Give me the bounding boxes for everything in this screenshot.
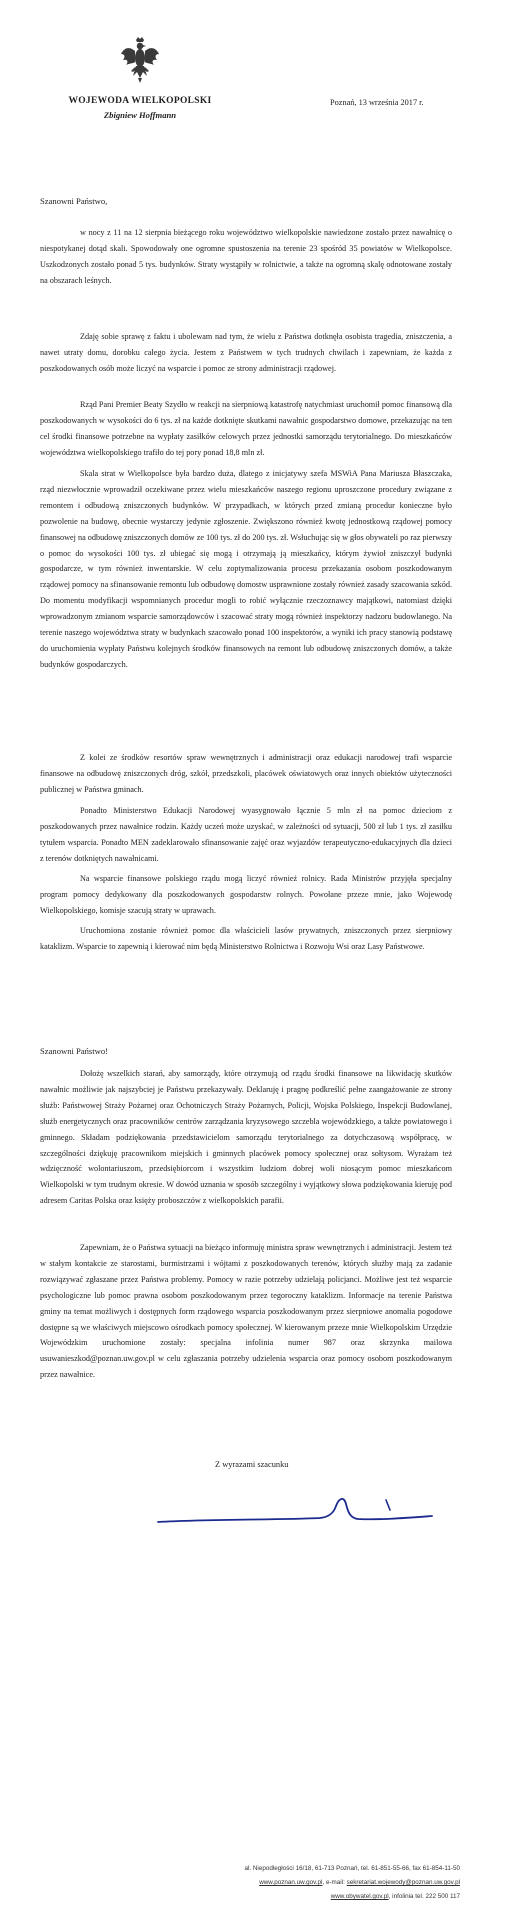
handwritten-signature	[150, 1482, 440, 1532]
closing-phrase: Z wyrazami szacunku	[215, 1460, 289, 1469]
letter-paragraph: Dołożę wszelkich starań, aby samorządy, które otrzymują od rządu środki finansowe na likwidację skutków nawałnic możliwie jak najszybciej je Państwu przekazywały. Deklaruję i pragnę podkreślić pełne zaangażowanie ze strony służb: Państwowej Straży Pożarnej oraz Ochotniczych Straży Pożarnych, Policji, Wojska Polskiego, Inspekcji Budowlanej, służb energetycznych oraz pracowników centrów zarządzania kryzysowego szczebla wojewódzkiego, a także powiatowego i gminnego. Składam podziękowania przedstawicielom samorządu terytorialnego za dotychczasową współpracę, w szczególności dziękuję pracownikom miejskich i gminnych placówek pomocy społecznej oraz sołtysom. Wyrażam też wdzięczność wolontariuszom, przedsiębiorcom i wszystkim ludziom dobrej woli niosącym pomoc mieszkańcom Wielkopolski w tym trudnym okresie. W dowód uznania w sposób szczególny i wyjątkowy słowa podziękowania kieruję pod adresem Caritas Polska oraz księży proboszczów z wielkopolskich parafii.	[40, 1069, 452, 1206]
salutation: Szanowni Państwo,	[40, 196, 108, 206]
email-link[interactable]: sekretariat.wojewody@poznan.uw.gov.pl	[346, 1879, 460, 1886]
obywatel-link[interactable]: www.obywatel.gov.pl	[330, 1893, 389, 1900]
infoline-text: , infolinia tel. 222 500 117	[388, 1893, 460, 1900]
place-and-date: Poznań, 13 września 2017 r.	[330, 98, 424, 107]
letter-paragraph: Uruchomiona zostanie również pomoc dla właścicieli lasów prywatnych, zniszczonych przez sierpniowy kataklizm. Wsparcie to zapewnią i kierować nim będą Ministerstwo Rolnictwa i Rozwoju Wsi oraz Lasy Państwowe.	[40, 926, 452, 951]
email-label: , e-mail:	[322, 1879, 347, 1886]
letter-paragraph: Zdaję sobie sprawę z faktu i ubolewam nad tym, że wielu z Państwa dotknęła osobista tragedia, zniszczenia, a nawet utraty domu, dorobku całego życia. Jestem z Państwem w tych trudnych chwilach i zapewniam, że każda z poszkodowanych osób może liczyć na wsparcie i pomoc ze strony administracji rządowej.	[40, 332, 452, 373]
footer-address: al. Niepodległości 16/18, 61-713 Poznań, tel. 61-851-55-66, fax 61-854-11-50	[244, 1865, 460, 1872]
letter-paragraph: Ponadto Ministerstwo Edukacji Narodowej wyasygnowało łącznie 5 mln zł na pomoc dzieciom z poszkodowanych przez nawałnice rodzin. Każdy uczeń może uzyskać, w zależności od sytuacji, 500 zł lub 1 tys. zł zasiłku tytułem wsparcia. Ponadto MEN zadeklarowało sfinansowanie zajęć oraz wyjazdów terapeutyczno-edukacyjnych dla dzieci z terenów dotkniętych nawałnicami.	[40, 806, 452, 863]
office-title: WOJEWODA WIELKOPOLSKI	[68, 96, 212, 106]
second-salutation: Szanowni Państwo!	[40, 1046, 109, 1056]
polish-eagle-emblem-icon	[120, 36, 160, 84]
letter-paragraph: Rząd Pani Premier Beaty Szydło w reakcji na sierpniową katastrofę natychmiast uruchomił pomoc finansową dla poszkodowanych w wysokości do 6 tys. zł na każde dotknięte skutkami nawałnic gospodarstwo domowe, przekazując na ten cel środki finansowe potrzebne na wypłaty zasiłków celowych przez jednostki samorządu terytorialnego. Do mieszkańców województwa wielkopolskiego trafiło do tej pory ponad 18,8 mln zł.	[40, 400, 452, 457]
letter-paragraph: w nocy z 11 na 12 sierpnia bieżącego roku województwo wielkopolskie nawiedzone zostało przez nawałnicę o niespotykanej dotąd skali. Spowodowały one ogromne spustoszenia na terenie 23 spośród 35 powiatów w Wielkopolsce. Uszkodzonych zostało ponad 5 tys. budynków. Straty wystąpiły w rolnictwie, a także na ogromną skalę odnotowane zostały na obszarach leśnych.	[40, 228, 452, 285]
letter-paragraph: Na wsparcie finansowe polskiego rządu mogą liczyć również rolnicy. Rada Ministrów przyjęła specjalny program pomocy dedykowany dla poszkodowanych gospodarstw rolnych. Powołane przeze mnie, jako Wojewodę Wielkopolskiego, komisje szacują straty w uprawach.	[40, 874, 452, 915]
website-link[interactable]: www.poznan.uw.gov.pl	[259, 1879, 323, 1886]
footer-infoline	[100, 1893, 460, 1900]
footer-contact	[100, 1879, 460, 1886]
letter-paragraph: Skala strat w Wielkopolsce była bardzo duża, dlatego z inicjatywy szefa MSWiA Pana Mariusza Błaszczaka, rząd niezwłocznie wprowadził oczekiwane przez wielu mieszkańców naszego regionu uproszczone procedury związane z remontem i odbudową zniszczonych budynków. W przypadkach, w których przed zmianą procedur konieczne było pozwolenie na budowę, obecnie wystarczy jedynie zgłoszenie. Zwiększono również kwotę jednostkową rządowej pomocy finansowej na odbudowę zniszczonych domów ze 100 tys. zł do 200 tys. zł. Wsłuchując się w głos obywateli po raz pierwszy o pomoc do wysokości 100 tys. zł ubiegać się mogą i otrzymają ją mieszkańcy, którym żywioł zniszczył budynki gospodarcze, w tym również inwentarskie. W celu zoptymalizowania procesu przekazania osobom poszkodowanym rządowej pomocy na sfinansowanie remontu lub odbudowę domostw usprawnione zostały również zasady szacowania szkód. Do momentu modyfikacji wspomnianych procedur mogli to robić wyłącznie rzeczoznawcy majątkowi, natomiast dzięki wprowadzonym zmianom wsparcie samorządowców i szacować straty mogą również inspektorzy nadzoru budowlanego. Na terenie naszego województwa straty w budynkach szacowało ponad 100 inspektorów, a wyniki ich pracy stanowią podstawę do uruchomienia wypłaty Państwu kolejnych środków finansowych na remont lub odbudowę zniszczonych domów, a także budynków gospodarczych.	[40, 469, 452, 669]
letter-paragraph: Z kolei ze środków resortów spraw wewnętrznych i administracji oraz edukacji narodowej trafi wsparcie finansowe na odbudowę zniszczonych dróg, szkół, przedszkoli, placówek oświatowych oraz innych obiektów użyteczności publicznej w Państwa gminach.	[40, 753, 452, 794]
letter-paragraph: Zapewniam, że o Państwa sytuacji na bieżąco informuję ministra spraw wewnętrznych i administracji. Jestem też w stałym kontakcie ze starostami, burmistrzami i wójtami z poszkodowanych terenów, których służby mają za zadanie rozwiązywać zgłaszane przez Państwa problemy. Pomocy w razie potrzeby udzielają policjanci. Możliwe jest też wsparcie psychologiczne lub pomoc prawna osobom poszkodowanym przez tegoroczny kataklizm. Informacje na terenie Państwa gminy na temat możliwych i dostępnych form rządowego wsparcia poszkodowanym przez sierpniowe anomalia pogodowe dostępne są we właściwych miejscowo ośrodkach pomocy społecznej. W kierowanym przeze mnie Wielkopolskim Urzędzie Wojewódzkim uruchomione zostały: specjalna infolinia numer 987 oraz skrzynka mailowa usuwanieszkod@poznan.uw.gov.pl w celu zgłaszania potrzeby udzielenia wsparcia oraz pomocy osobom poszkodowanym przez nawałnice.	[40, 1243, 452, 1380]
official-name: Zbigniew Hoffmann	[103, 110, 177, 120]
